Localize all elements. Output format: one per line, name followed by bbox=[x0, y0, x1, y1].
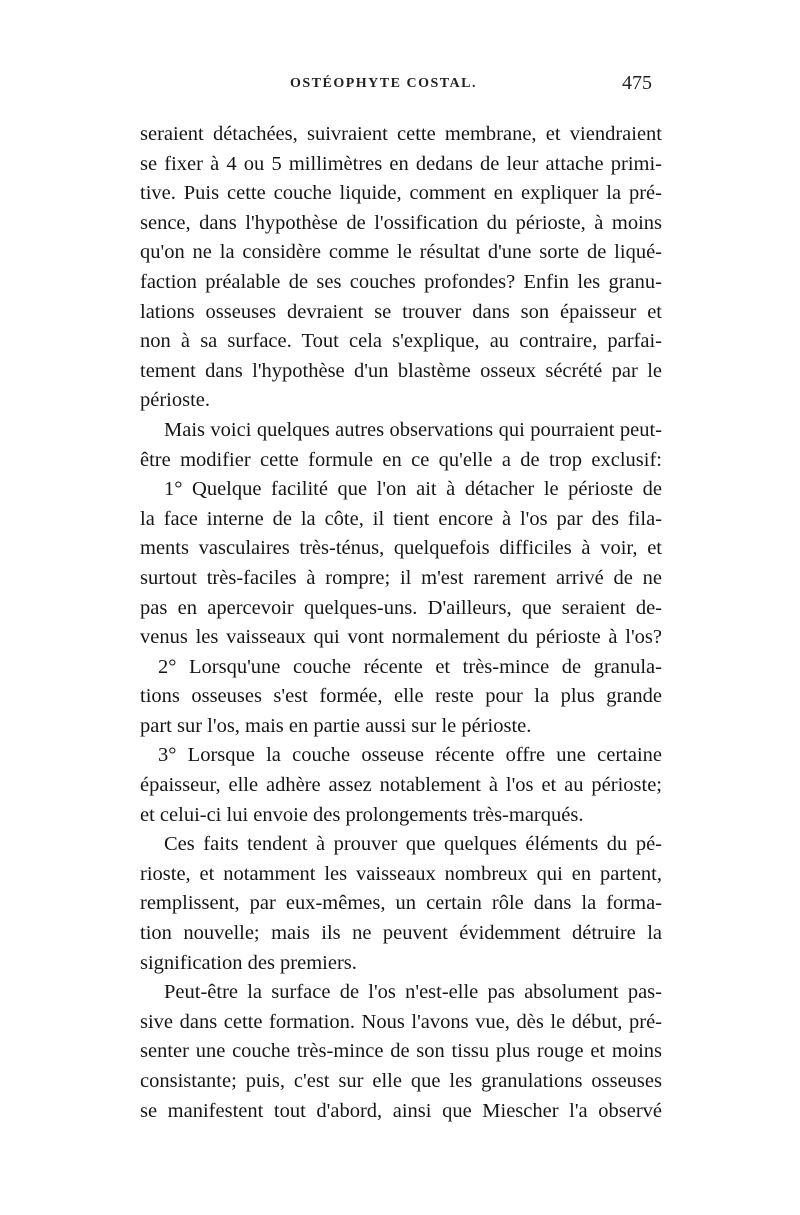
text-line: rioste, et notamment les vaisseaux nombreux qui en partent, bbox=[140, 862, 662, 885]
running-title: OSTÉOPHYTE COSTAL. bbox=[290, 76, 478, 91]
text-line: 3° Lorsque la couche osseuse récente offre une certaine bbox=[158, 744, 662, 767]
text-line: Peut-être la surface de l'os n'est-elle pas absolument pas- bbox=[164, 981, 662, 1004]
text-line: seraient détachées, suivraient cette membrane, et viendraient bbox=[140, 123, 662, 145]
text-line: surtout très-faciles à rompre; il m'est rarement arrivé de ne bbox=[140, 566, 662, 589]
text-line: être modifier cette formule en ce qu'elle a de trop exclusif: bbox=[140, 448, 662, 471]
text-line: tion nouvelle; mais ils ne peuvent évidemment détruire la bbox=[140, 922, 662, 945]
text-line: signification des premiers. bbox=[140, 951, 357, 974]
text-line: la face interne de la côte, il tient encore à l'os par des fila- bbox=[140, 507, 662, 530]
body-text bbox=[140, 120, 662, 1126]
text-line: Mais voici quelques autres observations qui pourraient peut- bbox=[164, 418, 662, 441]
text-line: faction préalable de ses couches profondes? Enfin les granu- bbox=[140, 270, 662, 293]
text-line: périoste. bbox=[140, 389, 211, 412]
text-line: se fixer à 4 ou 5 millimètres en dedans de leur attache primi- bbox=[140, 152, 662, 175]
text-line: senter une couche très-mince de son tissu plus rouge et moins bbox=[140, 1040, 662, 1063]
page-number: 475 bbox=[622, 72, 652, 94]
page-header bbox=[140, 70, 660, 110]
text-line: tement dans l'hypothèse d'un blastème osseux sécrété par le bbox=[140, 359, 662, 382]
text-line: lations osseuses devraient se trouver dans son épaisseur et bbox=[140, 300, 662, 323]
text-line: se manifestent tout d'abord, ainsi que Miescher l'a observé bbox=[140, 1099, 662, 1122]
text-line: 2° Lorsqu'une couche récente et très-mince de granula- bbox=[158, 655, 662, 678]
text-line: sence, dans l'hypothèse de l'ossification du périoste, à moins bbox=[140, 211, 662, 234]
text-line: tive. Puis cette couche liquide, comment en expliquer la pré- bbox=[140, 182, 662, 205]
text-line: 1° Quelque facilité que l'on ait à détacher le périoste de bbox=[164, 478, 662, 501]
text-line: pas en apercevoir quelques-uns. D'ailleurs, que seraient de- bbox=[140, 596, 662, 619]
text-line: venus les vaisseaux qui vont normalement du périoste à l'os? bbox=[140, 626, 662, 649]
text-line: qu'on ne la considère comme le résultat d'une sorte de liqué- bbox=[140, 241, 662, 264]
text-line: épaisseur, elle adhère assez notablement à l'os et au périoste; bbox=[140, 774, 662, 797]
text-line: ments vasculaires très-ténus, quelquefois difficiles à voir, et bbox=[140, 537, 662, 560]
text-line: non à sa surface. Tout cela s'explique, au contraire, parfai- bbox=[140, 330, 662, 353]
text-line: Ces faits tendent à prouver que quelques éléments du pé- bbox=[164, 833, 662, 856]
text-line: tions osseuses s'est formée, elle reste pour la plus grande bbox=[140, 685, 662, 708]
text-line: et celui-ci lui envoie des prolongements très-marqués. bbox=[140, 803, 584, 826]
text-line: consistante; puis, c'est sur elle que les granulations osseuses bbox=[140, 1070, 662, 1092]
text-line: sive dans cette formation. Nous l'avons vue, dès le début, pré- bbox=[140, 1010, 662, 1033]
text-line: part sur l'os, mais en partie aussi sur le périoste. bbox=[140, 714, 532, 737]
text-line: remplissent, par eux-mêmes, un certain rôle dans la forma- bbox=[140, 892, 662, 915]
